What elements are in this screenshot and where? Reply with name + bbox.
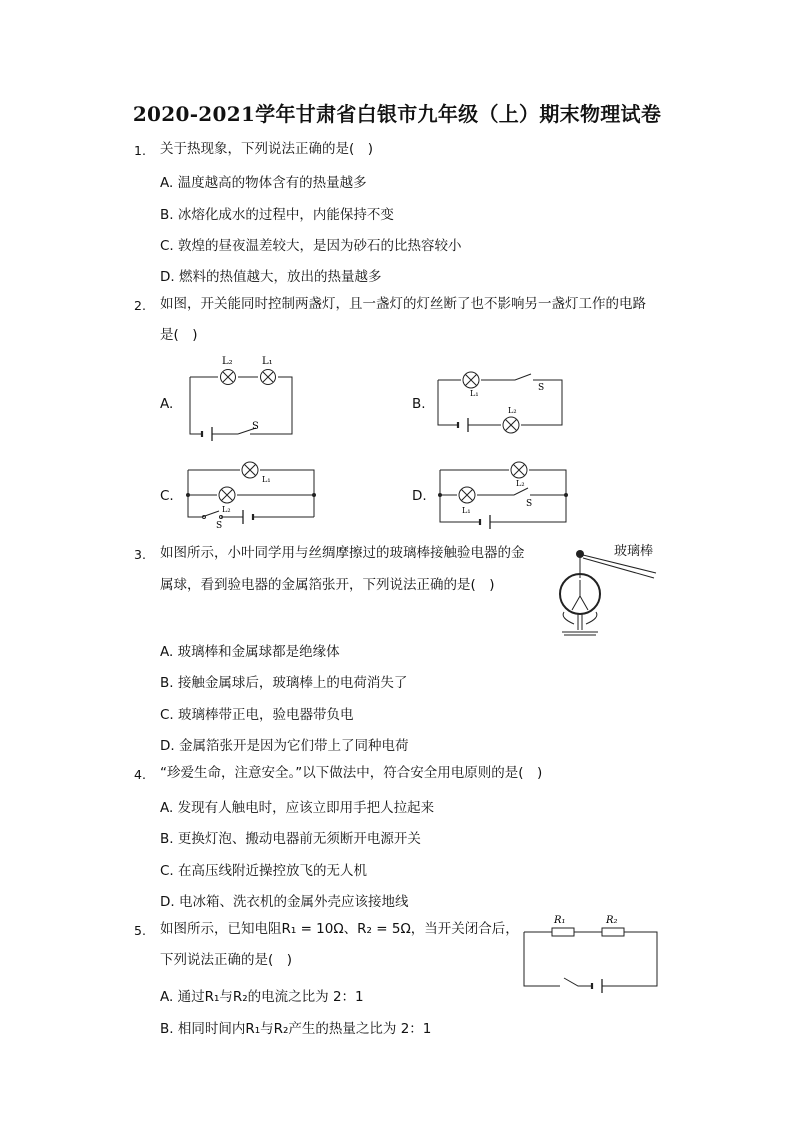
- question-number: 4.: [134, 767, 146, 782]
- option-a-label: A.: [160, 396, 174, 412]
- circuit-label: S: [216, 521, 223, 531]
- question-number: 1.: [134, 143, 146, 158]
- option-c: C. 敦煌的昼夜温差较大，是因为砂石的比热容较小: [160, 238, 462, 254]
- question-stem: “珍爱生命，注意安全。”以下做法中，符合安全用电原则的是( ): [160, 765, 543, 781]
- option-a: A. 玻璃棒和金属球都是绝缘体: [160, 644, 340, 660]
- circuit-label: L₁: [262, 356, 273, 367]
- option-a: A. 温度越高的物体含有的热量越多: [160, 175, 367, 191]
- circuit-label: L₂: [222, 356, 233, 367]
- option-a: A. 发现有人触电时，应该立即用手把人拉起来: [160, 800, 435, 816]
- option-c: C. 在高压线附近操控放飞的无人机: [160, 863, 368, 879]
- option-d: D. 电冰箱、洗衣机的金属外壳应该接地线: [160, 894, 409, 910]
- circuit-diagram-c: [182, 460, 322, 530]
- question-number: 3.: [134, 547, 146, 562]
- circuit-label: L₂: [222, 505, 231, 514]
- option-c-label: C.: [160, 488, 174, 504]
- option-b: B. 相同时间内R₁与R₂产生的热量之比为 2：1: [160, 1021, 432, 1037]
- option-d: D. 金属箔张开是因为它们带上了同种电荷: [160, 738, 409, 754]
- question-stem-line-2: 是( ): [160, 327, 198, 343]
- circuit-label: R₂: [606, 915, 618, 926]
- option-b: B. 接触金属球后，玻璃棒上的电荷消失了: [160, 675, 408, 691]
- question-stem-line-1: 如图所示，小叶同学用与丝绸摩擦过的玻璃棒接触验电器的金: [160, 545, 525, 561]
- option-a: A. 通过R₁与R₂的电流之比为 2：1: [160, 989, 364, 1005]
- question-stem: 关于热现象，下列说法正确的是( ): [160, 141, 374, 157]
- option-d: D. 燃料的热值越大，放出的热量越多: [160, 269, 382, 285]
- circuit-diagram-a: [180, 352, 305, 447]
- option-b: B. 更换灯泡、搬动电器前无须断开电源开关: [160, 831, 421, 847]
- circuit-label: L₁: [470, 389, 479, 398]
- question-stem-line-1: 如图，开关能同时控制两盏灯，且一盏灯的灯丝断了也不影响另一盏灯工作的电路: [160, 296, 646, 312]
- option-b: B. 冰熔化成水的过程中，内能保持不变: [160, 207, 394, 223]
- glass-rod-label: 玻璃棒: [614, 544, 654, 559]
- circuit-diagram-q5: [520, 910, 660, 990]
- circuit-label: L₂: [508, 406, 517, 415]
- option-b-label: B.: [412, 396, 426, 412]
- circuit-label: R₁: [554, 915, 566, 926]
- option-c: C. 玻璃棒带正电，验电器带负电: [160, 707, 354, 723]
- exam-title: 2020-2021学年甘肃省白银市九年级（上）期末物理试卷: [132, 102, 662, 126]
- question-number: 5.: [134, 923, 146, 938]
- circuit-label: L₁: [462, 506, 471, 515]
- circuit-diagram-d: [434, 458, 574, 530]
- question-number: 2.: [134, 298, 146, 313]
- circuit-label: L₁: [262, 475, 271, 484]
- circuit-label: L₂: [516, 479, 525, 488]
- question-stem-line-2: 下列说法正确的是( ): [160, 952, 293, 968]
- option-d-label: D.: [412, 488, 427, 504]
- circuit-label: S: [538, 383, 545, 393]
- circuit-diagram-b: [432, 365, 567, 440]
- circuit-label: S: [526, 499, 533, 509]
- question-stem-line-1: 如图所示，已知电阻R₁ = 10Ω、R₂ = 5Ω，当开关闭合后，: [160, 921, 519, 937]
- question-stem-line-2: 属球，看到验电器的金属箔张开，下列说法正确的是( ): [160, 577, 495, 593]
- circuit-label: S: [252, 421, 259, 432]
